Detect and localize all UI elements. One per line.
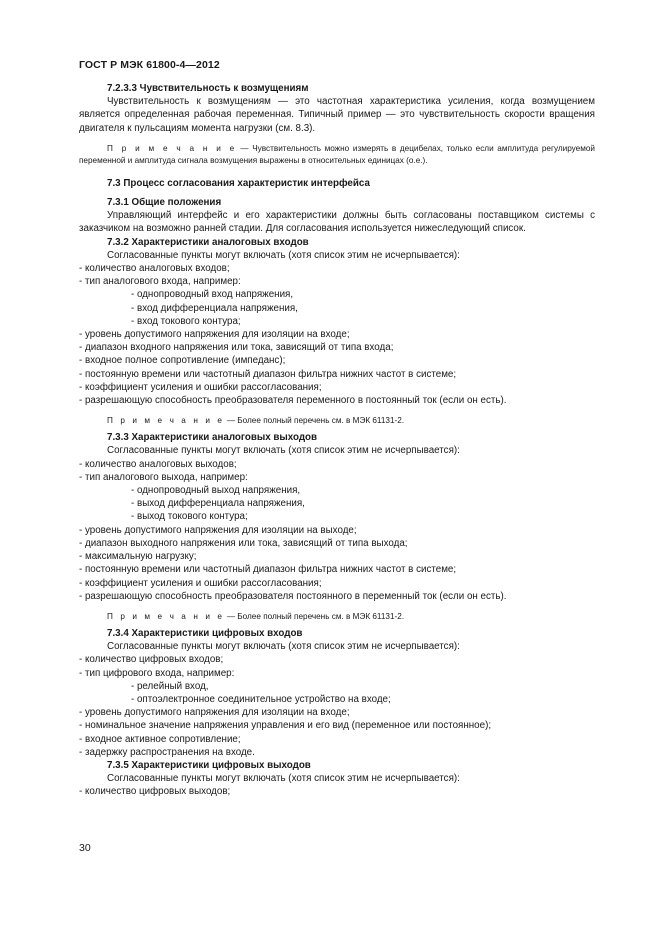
note-text: — Более полный перечень см. в МЭК 61131-2. (224, 416, 405, 426)
list-intro: Согласованные пункты могут включать (хотя список этим не исчерпывается): (107, 249, 460, 261)
list-intro: Согласованные пункты могут включать (хотя список этим не исчерпывается): (107, 773, 460, 785)
list-item: - тип цифрового входа, например: (79, 667, 235, 679)
list-item: - количество цифровых выходов; (79, 786, 231, 798)
list-item: - задержку распространения на входе. (79, 746, 255, 758)
section-heading-7-3-4: 7.3.4 Характеристики цифровых входов (107, 627, 303, 639)
list-item: - диапазон выходного напряжения или тока, зависящий от типа выхода; (79, 537, 408, 549)
list-item: - тип аналогового выхода, например: (79, 471, 248, 483)
list-item: - входное активное сопротивление; (79, 733, 241, 745)
note-text: — Чувствительность можно измерять в децибелах, только если амплитуда регулируемой переменной и амплитуда сигнала возмущения выражены в относительных единицах (о.е.). (79, 143, 595, 165)
list-item: - постоянную времени или частотный диапазон фильтра нижних частот в системе; (79, 564, 457, 576)
sub-list-item: - однопроводный выход напряжения, (131, 485, 301, 497)
section-heading-7-3-1: 7.3.1 Общие положения (107, 197, 222, 209)
list-intro: Согласованные пункты могут включать (хотя список этим не исчерпывается): (107, 445, 460, 457)
section-paragraph: Управляющий интерфейс и его характеристики должны быть согласованы поставщиком системы с заказчиком на возможно ранней стадии. Для согласования используется нижеследующий список. (79, 210, 595, 235)
section-heading-7-3-2: 7.3.2 Характеристики аналоговых входов (107, 236, 309, 248)
note (79, 143, 595, 167)
list-item: - разрешающую способность преобразователя постоянного в переменный ток (если он есть). (79, 590, 507, 602)
sub-list-item: - однопроводный вход напряжения, (131, 289, 294, 301)
section-heading-7-3-5: 7.3.5 Характеристики цифровых выходов (107, 759, 311, 771)
page-number: 30 (79, 842, 91, 854)
list-item: - входное полное сопротивление (импеданс); (79, 355, 286, 367)
section-heading-7-2-3-3: 7.2.3.3 Чувствительность к возмущениям (107, 83, 309, 94)
note-label: П р и м е ч а н и е (107, 143, 237, 153)
list-item: - количество цифровых входов; (79, 654, 224, 666)
list-item: - максимальную нагрузку; (79, 551, 197, 563)
sub-list-item: - выход дифференциала напряжения, (131, 498, 305, 510)
note-label: П р и м е ч а н и е (107, 611, 225, 621)
list-item: - тип аналогового входа, например: (79, 276, 241, 288)
sub-list-item: - вход дифференциала напряжения, (131, 302, 298, 314)
sub-list-item: - выход токового контура; (131, 511, 248, 523)
list-item: - постоянную времени или частотный диапазон фильтра нижних частот в системе; (79, 368, 457, 380)
list-item: - уровень допустимого напряжения для изоляции на входе; (79, 329, 350, 341)
note (79, 611, 595, 623)
note-label: П р и м е ч а н и е (107, 416, 225, 426)
document-body (79, 82, 595, 799)
note (79, 415, 595, 427)
list-item: - уровень допустимого напряжения для изоляции на входе; (79, 707, 350, 719)
list-item: - количество аналоговых выходов; (79, 458, 237, 470)
list-item: - коэффициент усиления и ошибки рассогласования; (79, 381, 322, 393)
document-header: ГОСТ Р МЭК 61800-4—2012 (79, 59, 220, 71)
list-item: - разрешающую способность преобразователя переменного в постоянный ток (если он есть). (79, 395, 507, 407)
sub-list-item: - вход токового контура; (131, 315, 241, 327)
list-item: - диапазон входного напряжения или тока, зависящий от типа входа; (79, 342, 394, 354)
note-text: — Более полный перечень см. в МЭК 61131-2. (224, 611, 405, 621)
section-heading-7-3: 7.3 Процесс согласования характеристик интерфейса (107, 177, 370, 189)
section-paragraph: Чувствительность к возмущениям — это частотная характеристика усиления, когда возмущением является определенная рабочая переменная. Типичный пример — это чувствительность скорости вращения двигателя к пульсациям момента нагрузки (см. 8.3). (79, 96, 595, 134)
sub-list-item: - оптоэлектронное соединительное устройство на входе; (131, 693, 391, 705)
list-item: - уровень допустимого напряжения для изоляции на выходе; (79, 524, 357, 536)
list-item: - количество аналоговых входов; (79, 263, 230, 275)
list-intro: Согласованные пункты могут включать (хотя список этим не исчерпывается): (107, 641, 460, 653)
section-heading-7-3-3: 7.3.3 Характеристики аналоговых выходов (107, 432, 318, 444)
list-item: - номинальное значение напряжения управления и его вид (переменное или постоянное); (79, 720, 492, 732)
sub-list-item: - релейный вход, (131, 680, 209, 692)
list-item: - коэффициент усиления и ошибки рассогласования; (79, 577, 322, 589)
